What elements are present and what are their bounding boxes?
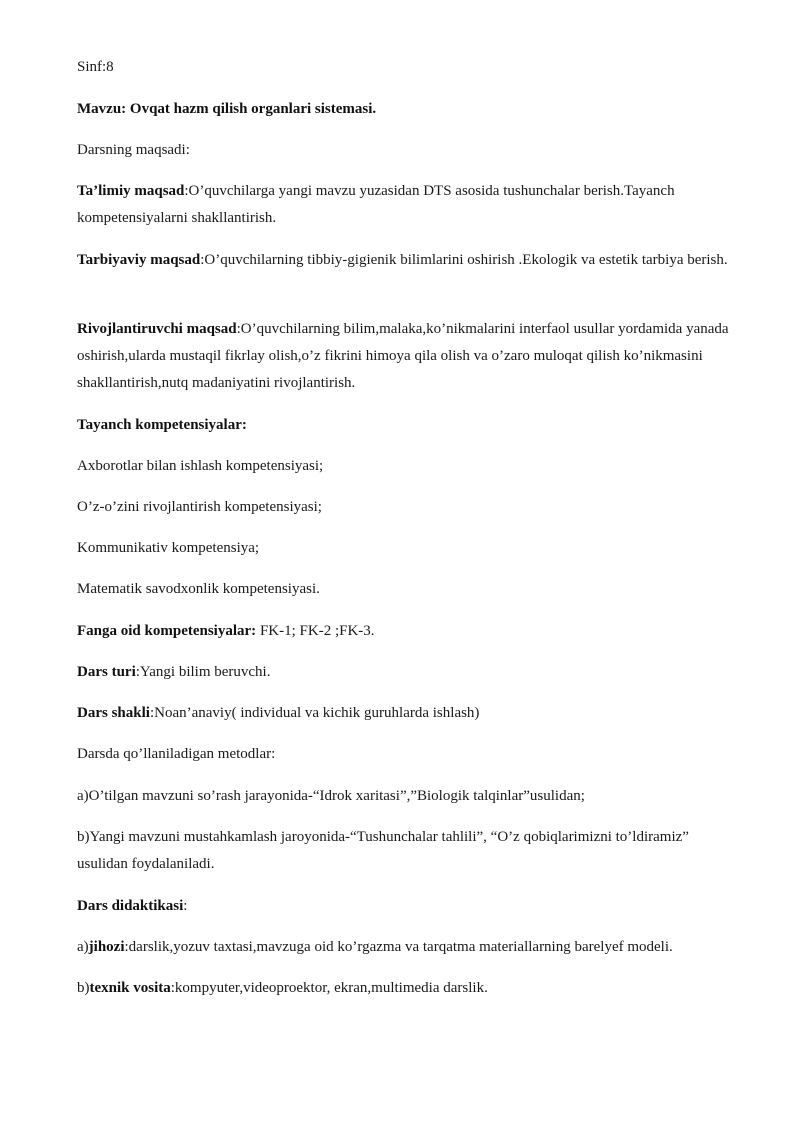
- competency-item: Axborotlar bilan ishlash kompetensiyasi;: [77, 458, 324, 474]
- didactics-technical-prefix: b): [77, 980, 90, 996]
- lesson-type-label: Dars turi: [77, 664, 136, 680]
- topic-line: [77, 96, 737, 123]
- grade-line: Sinf:8: [77, 59, 114, 75]
- developmental-aim: [77, 316, 737, 397]
- lesson-type-text: :Yangi bilim beruvchi.: [135, 664, 271, 680]
- subject-competencies-text: FK-1; FK-2 ;FK-3.: [256, 623, 375, 639]
- subject-competencies: [77, 618, 737, 645]
- didactics-heading-label: Dars didaktikasi: [77, 898, 184, 914]
- lesson-form-label: Dars shakli: [77, 705, 150, 721]
- method-a: a)O’tilgan mavzuni so’rash jarayonida-“Idrok xaritasi”,”Biologik talqinlar”usulidan;: [77, 788, 585, 804]
- didactics-technical: [77, 975, 737, 1002]
- methods-heading: Darsda qo’llaniladigan metodlar:: [77, 746, 276, 762]
- didactics-heading-colon: :: [183, 898, 188, 914]
- developmental-aim-text: :O’quvchilarning bilim,malaka,ko’nikmalarini interfaol usullar yordamida yanada oshirish,ularda mustaqil fikrlay olish,o’z fikrini himoya qila olish va o’zaro muloqat qilish ko’nikmasini shakllantirish,nutq madaniyatini rivojlantirish.: [77, 321, 729, 391]
- didactics-heading: [77, 893, 737, 920]
- upbringing-aim: [77, 247, 737, 274]
- competencies-heading-text: Tayanch kompetensiyalar:: [77, 417, 247, 433]
- method-b: b)Yangi mavzuni mustahkamlash jaroyonida-“Tushunchalar tahlili”, “O’z qobiqlarimizni to’ldiramiz” usulidan foydalaniladi.: [77, 829, 689, 872]
- lesson-form: [77, 700, 737, 727]
- didactics-technical-label: texnik vosita: [89, 980, 171, 996]
- competency-item: O’z-o’zini rivojlantirish kompetensiyasi;: [77, 499, 322, 515]
- upbringing-aim-label: Tarbiyaviy maqsad: [77, 252, 201, 268]
- didactics-equipment: [77, 934, 737, 961]
- didactics-equipment-label: jihozi: [88, 939, 125, 955]
- didactics-equipment-prefix: a): [77, 939, 89, 955]
- competency-item: Kommunikativ kompetensiya;: [77, 540, 260, 556]
- competency-item: Matematik savodxonlik kompetensiyasi.: [77, 581, 320, 597]
- educational-aim-label: Ta’limiy maqsad: [77, 183, 185, 199]
- lesson-type: [77, 659, 737, 686]
- didactics-technical-text: :kompyuter,videoproektor, ekran,multimedia darslik.: [170, 980, 488, 996]
- aims-heading: Darsning maqsadi:: [77, 142, 190, 158]
- subject-competencies-label: Fanga oid kompetensiyalar:: [77, 623, 257, 639]
- lesson-form-text: :Noan’anaviy( individual va kichik guruhlarda ishlash): [149, 705, 480, 721]
- upbringing-aim-text: :O’quvchilarning tibbiy-gigienik bilimlarini oshirish .Ekologik va estetik tarbiya berish.: [200, 252, 728, 268]
- topic-title: Mavzu: Ovqat hazm qilish organlari sistemasi.: [77, 101, 377, 117]
- developmental-aim-label: Rivojlantiruvchi maqsad: [77, 321, 237, 337]
- didactics-equipment-text: :darslik,yozuv taxtasi,mavzuga oid ko’rgazma va tarqatma materiallarning barelyef modeli.: [124, 939, 673, 955]
- competencies-heading: [77, 412, 737, 439]
- educational-aim-text: :O’quvchilarga yangi mavzu yuzasidan DTS asosida tushunchalar berish.Tayanch kompetensiyalarni shakllantirish.: [77, 183, 675, 226]
- educational-aim: [77, 178, 737, 232]
